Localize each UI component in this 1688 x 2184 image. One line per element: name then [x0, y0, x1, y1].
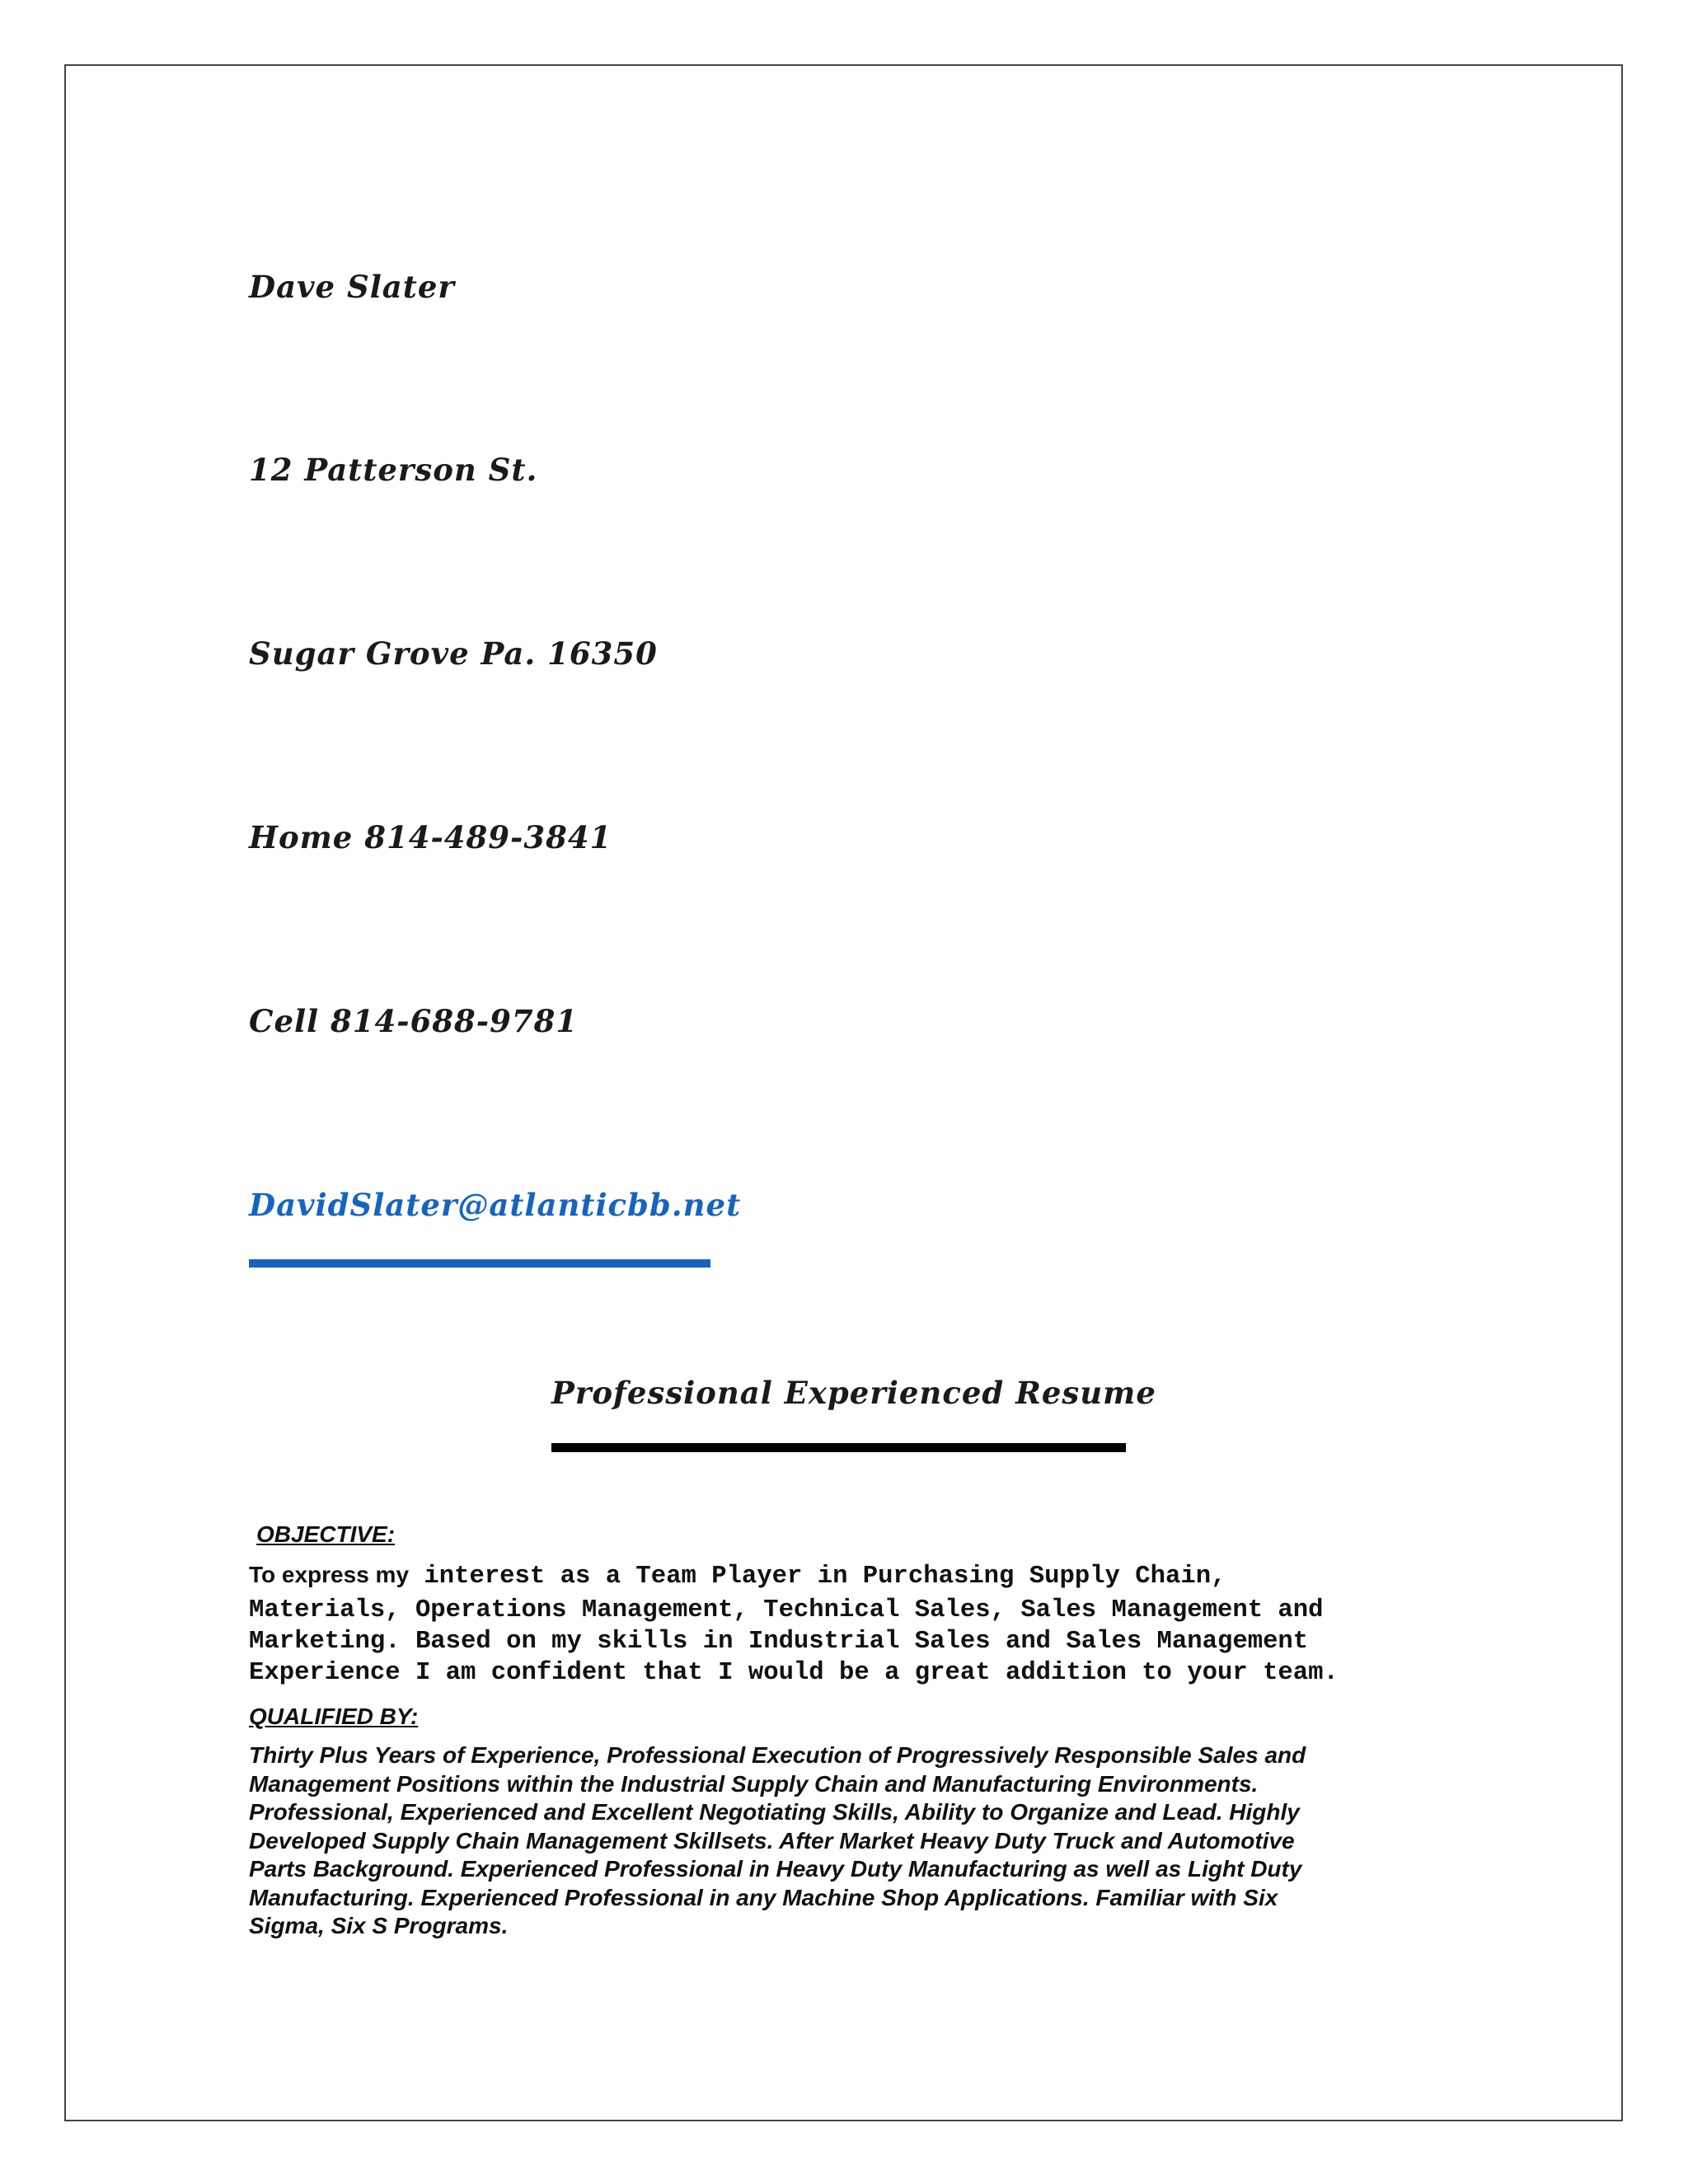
objective-line: Experience I am confident that I would be a great addition to your team.: [249, 1659, 1339, 1687]
contact-cell-phone: Cell 814-688-9781: [249, 1003, 579, 1039]
qualified-heading: QUALIFIED BY:: [249, 1704, 419, 1729]
contact-email-link[interactable]: DavidSlater@atlanticbb.net: [249, 1187, 742, 1223]
contact-street: 12 Patterson St.: [249, 452, 538, 488]
objective-line: interest as a Team Player in Purchasing Supply Chain,: [409, 1563, 1226, 1591]
title-rule: [551, 1443, 1126, 1452]
qualified-line: Parts Background. Experienced Professional in Heavy Duty Manufacturing as well as Light Duty: [249, 1856, 1302, 1882]
qualified-line: Developed Supply Chain Management Skillsets. After Market Heavy Duty Truck and Automotive: [249, 1827, 1295, 1854]
resume-title: Professional Experienced Resume: [551, 1375, 1156, 1411]
email-underline-rule: [249, 1259, 710, 1268]
qualified-line: Professional, Experienced and Excellent Negotiating Skills, Ability to Organize and Lead. Highly: [249, 1799, 1300, 1825]
objective-body: [249, 1559, 1452, 1689]
qualified-line: Manufacturing. Experienced Professional in any Machine Shop Applications. Familiar with Six: [249, 1884, 1278, 1910]
contact-home-phone: Home 814-489-3841: [249, 819, 612, 855]
qualified-line: Sigma, Six S Programs.: [249, 1913, 509, 1938]
qualified-line: Thirty Plus Years of Experience, Professional Execution of Progressively Responsible Sales and: [249, 1742, 1306, 1768]
objective-lead: To express my: [249, 1562, 410, 1587]
contact-city: Sugar Grove Pa. 16350: [249, 635, 658, 672]
objective-line: Materials, Operations Management, Technical Sales, Sales Management and: [249, 1596, 1324, 1624]
qualified-line: Management Positions within the Industrial Supply Chain and Manufacturing Environments.: [249, 1770, 1259, 1797]
contact-name: Dave Slater: [249, 269, 455, 305]
objective-heading: OBJECTIVE:: [256, 1521, 396, 1547]
objective-line: Marketing. Based on my skills in Industrial Sales and Sales Management: [249, 1628, 1309, 1656]
qualified-body: [249, 1741, 1461, 1941]
